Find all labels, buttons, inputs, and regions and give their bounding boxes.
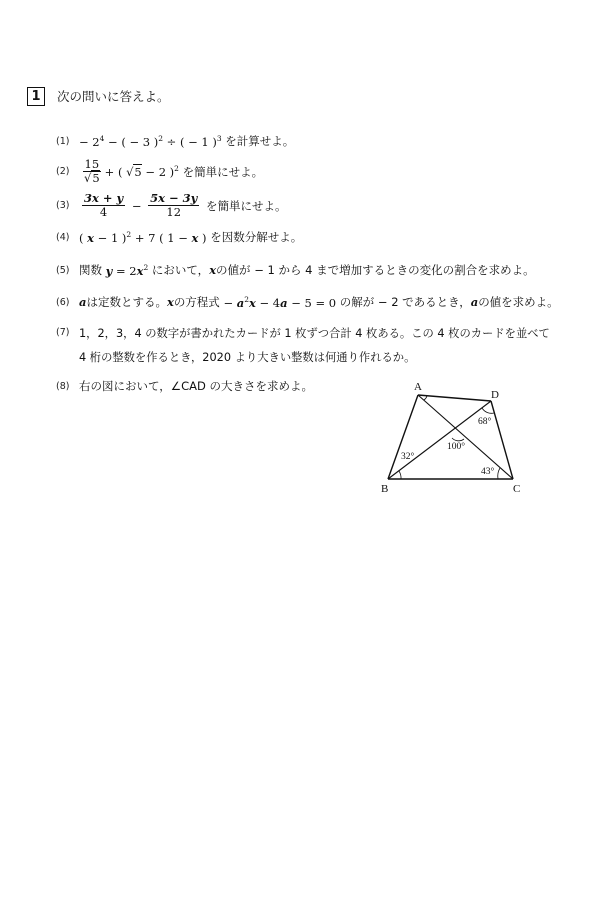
vertex-label-a: A bbox=[414, 381, 422, 393]
expression: − $2^4$ − ( − 3 )$^2$ ÷ ( − 1 )$^3$ bbox=[79, 133, 222, 149]
denominator: √5 bbox=[84, 171, 100, 185]
angle-label-43: 43° bbox=[481, 467, 495, 477]
question-text: 関数 bbox=[79, 263, 102, 277]
fraction-1 bbox=[82, 192, 125, 219]
question-text: 右の図において，∠CAD の大きさを求めよ。 bbox=[79, 379, 313, 393]
quadrilateral-figure bbox=[370, 376, 530, 496]
numerator: 3x + y bbox=[84, 191, 124, 205]
angle-arc-cad bbox=[424, 396, 427, 400]
angle-label-100: 100° bbox=[447, 442, 466, 452]
question-text: において， bbox=[151, 263, 210, 277]
problem-instruction: 次の問いに答えよ。 bbox=[57, 89, 170, 104]
problem-header bbox=[27, 86, 170, 106]
side-ba bbox=[388, 395, 418, 479]
denominator: 4 bbox=[99, 205, 108, 219]
radicand: 5 bbox=[92, 171, 100, 185]
question-4 bbox=[56, 229, 302, 245]
question-text: を簡単にせよ。 bbox=[182, 164, 264, 179]
question-text-line-2: 4 桁の整数を作るとき，2020 より大きい整数は何通り作れるか。 bbox=[79, 351, 416, 364]
angle-arc-100 bbox=[452, 438, 464, 441]
question-number: (2) bbox=[56, 166, 70, 177]
question-1 bbox=[56, 133, 294, 149]
angle-arc-68 bbox=[482, 408, 494, 413]
vertex-label-c: C bbox=[513, 483, 521, 495]
denominator: 12 bbox=[166, 205, 182, 219]
question-text: の値が − 1 から 4 まで増加するときの変化の割合を求めよ。 bbox=[216, 263, 535, 277]
question-number: (1) bbox=[56, 135, 70, 147]
question-number: (7) bbox=[56, 327, 70, 338]
vertex-label-b: B bbox=[381, 483, 389, 495]
question-text: を簡単にせよ。 bbox=[205, 198, 287, 213]
side-ad bbox=[418, 395, 491, 401]
question-text: を因数分解せよ。 bbox=[210, 230, 303, 244]
angle-arc-32 bbox=[399, 471, 401, 479]
question-number: (8) bbox=[56, 380, 70, 392]
question-5: (5) 関数 $y = 2x^2$ において， x の値が − 1 から 4 まで増加するときの変化の割合を求めよ。 bbox=[56, 262, 535, 278]
question-number: (4) bbox=[56, 231, 70, 243]
angle-label-68: 68° bbox=[478, 417, 492, 427]
question-6: (6) a は定数とする。 x の方程式 − $a^2x - 4a - 5 = 0$ の解が − 2 であるとき， a の値を求めよ。 bbox=[56, 294, 559, 310]
question-2 bbox=[56, 158, 263, 185]
question-text: を計算せよ。 bbox=[225, 134, 295, 148]
vertex-label-d: D bbox=[491, 389, 499, 401]
angle-label-32: 32° bbox=[401, 452, 415, 462]
expression: $y = 2x^2$ bbox=[105, 262, 149, 278]
question-text-line-1: 1，2，3，4 の数字が書かれたカードが 1 枚ずつ合計 4 枚ある。この 4 枚のカードを並べて bbox=[79, 327, 550, 340]
question-7 bbox=[56, 325, 550, 365]
equation: − $a^2x - 4a - 5 = 0$ bbox=[219, 294, 340, 310]
fraction-2 bbox=[148, 192, 199, 219]
diagonal-ac bbox=[418, 395, 513, 479]
expression: + ( √5 − 2 )$^2$ bbox=[104, 164, 179, 179]
question-number: (6) bbox=[56, 296, 70, 308]
numerator: 15 bbox=[84, 157, 100, 171]
expression: ( x − 1 )$^2$ + 7 ( 1 − x ) bbox=[79, 229, 211, 245]
question-number: (5) bbox=[56, 264, 70, 276]
question-text: は定数とする。 bbox=[86, 295, 167, 309]
fraction bbox=[82, 158, 102, 185]
problem-number-box: 1 bbox=[27, 87, 45, 106]
question-text: の解が − 2 であるとき， bbox=[339, 295, 471, 309]
angle-arc-43 bbox=[498, 468, 500, 479]
diagonal-bd bbox=[388, 401, 491, 479]
question-text: の値を求めよ。 bbox=[478, 295, 559, 309]
question-number: (3) bbox=[56, 200, 70, 211]
question-3: (3) $\frac{3x + y}{4}$ − $\frac{5x - 3y}{12}$ を簡単にせよ。 bbox=[56, 191, 287, 219]
question-text: の方程式 bbox=[173, 295, 220, 309]
question-8 bbox=[56, 378, 313, 394]
numerator: 5x − 3y bbox=[150, 191, 198, 205]
